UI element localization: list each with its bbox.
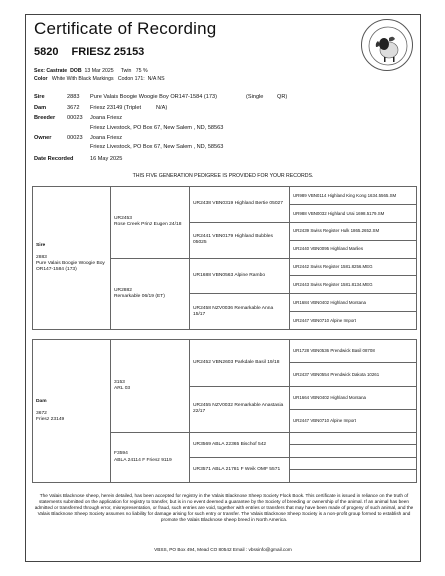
sire-g4-cell: UR2443 Swiss Register 1581.8134.MEG <box>290 276 417 294</box>
color-label: Color <box>34 76 48 82</box>
dob-label: DOB <box>70 68 82 74</box>
sire-g2-cell <box>111 187 190 259</box>
sire-name: Pure Valais Boogie Woogie Boy OR147-1584 (173) <box>90 94 217 100</box>
registration-number: 5820 <box>34 46 59 58</box>
dam-root-number: 3672 <box>36 411 47 416</box>
dam-g4-cell <box>290 433 417 445</box>
dam-root-label: Dam <box>36 398 47 404</box>
sire-g2-number: UR2453 <box>114 216 132 222</box>
dam-g4-cell: UR1664 VBN0402 Highland Montana <box>290 386 417 409</box>
pedigree-notice: THIS FIVE GENERATION PEDIGREE IS PROVIDED FOR YOUR RECORDS. <box>132 173 314 179</box>
dam-name: Friesz 23149 (Triplet <box>90 105 142 111</box>
dam-root-name: Friesz 23149 <box>36 417 65 423</box>
sire-g2-number: UR2882 <box>114 287 132 293</box>
sire-number: 2883 <box>67 94 80 100</box>
dam-g4-cell: UR2437 VBN0554 Prendwick Dakota 10261 <box>290 363 417 386</box>
dam-number: 3672 <box>67 105 80 111</box>
sire-g4-cell: UR2440 VBN0095 Highland Marlies <box>290 240 417 258</box>
sire-g3-cell: UR2438 VBN0319 Highland Bertie 05027 <box>190 187 290 223</box>
twin-value: 75 % <box>135 68 148 74</box>
sire-pedigree-table <box>32 186 417 330</box>
sire-g3-cell: UR2441 VBN0179 Highland Bubbles 05025 <box>190 222 290 258</box>
owner-label: Owner <box>34 135 52 141</box>
dam-g2-number: 3153 <box>114 379 125 385</box>
sire-pedigree-root <box>33 187 111 330</box>
color-value: White With Black Markings <box>51 76 114 82</box>
disclaimer-text: The Valais Blacknose sheep, herein detailed, has been accepted for registry in the Valais Blacknose Sheep Society Flock Book. This certificate is issued in reliance on the truth of statements submitted on the application for registry to transfer, but is in no event deemed a guarantee by the Society of breeding or ownership of the animal. If an animal has been admitted or transferred through error, misrepresentation, or fraud, such entries are void, together with entries or transfers that may have been made of progeny of such animal, and the Valais Blacknose Sheep Society assumes no liability for damage arising for such entry or transfer. The Valais Blacknose Sheep Society is a non-profit group formed to establish and promote the Valais Blacknose sheep breed in North America. <box>34 493 414 523</box>
sex-dob-row <box>34 68 148 74</box>
sire-g2-name: Remarkable 06/19 (ET) <box>114 293 165 299</box>
sire-root-name: Pure Valais Boogie Woogie Boy OR147-1584 (173) <box>36 261 105 273</box>
footer-contact: VBSS, PO Box 494, Mead CO 80542 Email : vbssinfo@gmail.com <box>154 547 292 552</box>
sire-g4-cell: UR989 VBN0114 Highland King Kong 1634.5565.SM <box>290 187 417 205</box>
sire-g2-name: Rose Creek Prinz Eugen 24/18 <box>114 222 182 228</box>
sire-g3-cell: UR1688 VBN0563 Alpine Rambo <box>190 258 290 294</box>
dam-g2-cell <box>111 340 190 433</box>
seal-logo <box>361 19 413 71</box>
dam-birth-type: N/A) <box>156 105 168 111</box>
dam-g3-cell: UR3571 ABLA 21781 F Weik OMF 5571 <box>190 457 290 482</box>
sire-qr: QR) <box>277 94 288 100</box>
recorded-date: 16 May 2025 <box>90 156 123 162</box>
breeder-name: Joana Friesz <box>90 115 123 121</box>
dam-g3-cell: UR3569 ABLA 22365 Bischof 542 <box>190 433 290 458</box>
owner-name: Joana Friesz <box>90 135 123 141</box>
sire-g3-cell: UR2458 NZV0036 Remarkable Anna 15/17 <box>190 294 290 330</box>
dam-g4-cell: UR1728 VBN0536 Prendwick Basil 08708 <box>290 340 417 363</box>
certificate-page <box>25 14 421 562</box>
sire-g4-cell: UR2439 Swiss Register Hulk 1865.2652.SM <box>290 222 417 240</box>
color-row <box>34 76 165 82</box>
dam-g2-cell <box>111 433 190 483</box>
dam-g4-cell <box>290 457 417 469</box>
dam-g2-number: F3594 <box>114 451 128 457</box>
dam-g3-cell: UR2452 VBN2603 Parkdale Basil 19/18 <box>190 340 290 387</box>
recorded-label: Date Recorded <box>34 156 74 162</box>
dam-g4-cell <box>290 445 417 457</box>
registration-line <box>34 46 154 58</box>
sire-g4-cell: UR2447 VBN0710 Alpine Import <box>290 312 417 330</box>
sire-label: Sire <box>34 94 45 100</box>
page-title: Certificate of Recording <box>34 19 217 38</box>
sire-root-label: Sire <box>36 242 46 248</box>
dam-g2-name: ARL 03 <box>114 386 131 391</box>
breeder-address: Friesz Livestock, PO Box 67, New Salem , ND, 58563 <box>90 125 224 131</box>
sire-root-number: 2883 <box>36 254 47 260</box>
animal-name: FRIESZ 25153 <box>71 46 145 58</box>
dam-pedigree-root <box>33 340 111 483</box>
sire-g4-cell: UR2442 Swiss Register 1581.8256.MEG <box>290 258 417 276</box>
sire-g4-cell: UR988 VBN0032 Highland Urai 1698.5179.SM <box>290 204 417 222</box>
seal-icon <box>362 20 414 72</box>
codon-label: Codon 171: <box>117 76 145 82</box>
dam-of-sire-g2-cell <box>111 258 190 330</box>
dam-g4-cell <box>290 470 417 483</box>
dam-g2-name: ABLA 24114 F Friesz 9119 <box>114 457 172 463</box>
dam-g4-cell: UR2447 VBN0710 Alpine Import <box>290 409 417 432</box>
owner-address: Friesz Livestock, PO Box 67, New Salem , ND, 58563 <box>90 144 224 150</box>
breeder-label: Breeder <box>34 115 56 121</box>
sire-birth-type: (Single <box>246 94 264 100</box>
dob-value: 13 Mar 2025 <box>84 68 114 74</box>
codon-value: N/A NS <box>147 76 165 82</box>
dam-g3-cell: UR2455 NZV0032 Remarkable Anastasia 22/17 <box>190 386 290 433</box>
owner-number: 00023 <box>67 135 83 141</box>
sex-label: Sex: Castrate <box>34 68 68 74</box>
sire-g4-cell: UR1684 VBN0402 Highland Montana <box>290 294 417 312</box>
breeder-number: 00023 <box>67 115 83 121</box>
twin-label: Twin <box>120 68 132 74</box>
dam-label: Dam <box>34 105 47 111</box>
dam-pedigree-table <box>32 339 417 483</box>
